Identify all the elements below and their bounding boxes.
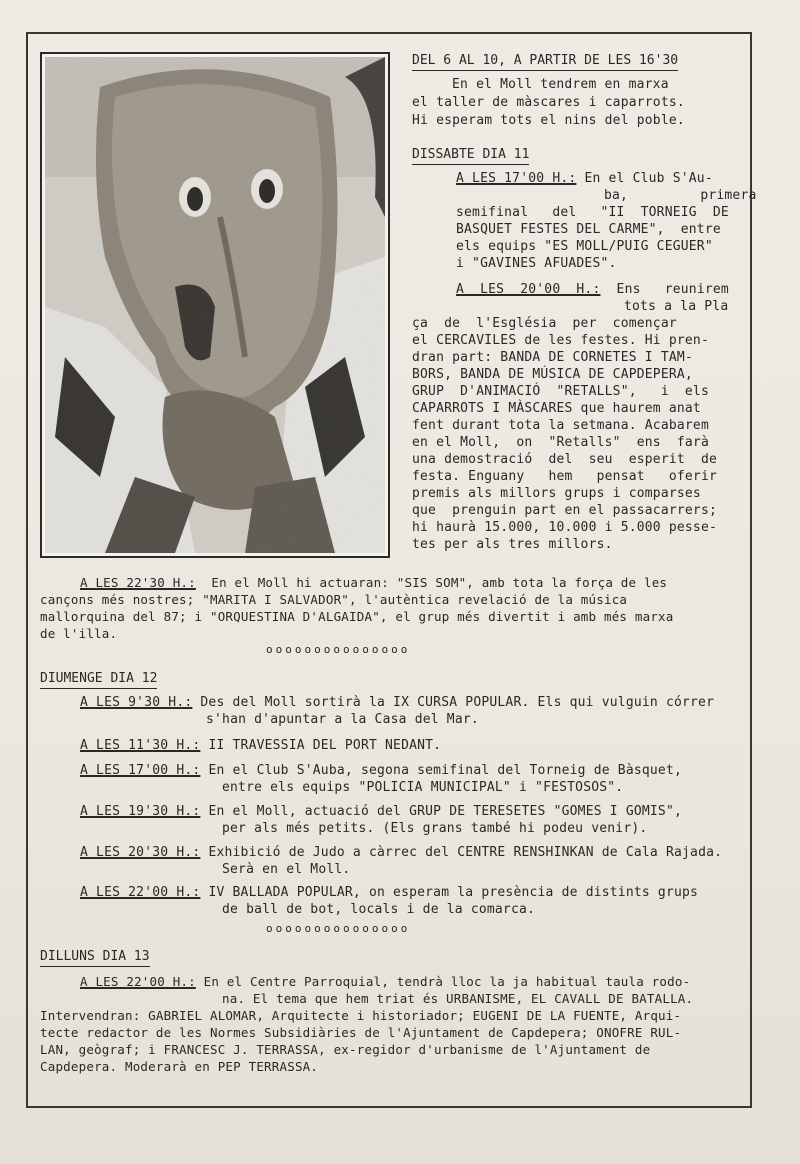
event-text: ba, primera [604,188,757,203]
intro-line: el taller de màscares i caparrots. [412,95,685,110]
event-text: semifinal del "II TORNEIG DE [456,205,729,220]
sunday-heading: DIUMENGE DIA 12 [40,670,157,689]
event-text: mallorquina del 87; i "ORQUESTINA D'ALGAIDA", el grup més divertit i amb més marxa [40,609,674,624]
photo-mask-child [45,57,385,553]
event-text: de l'illa. [40,626,118,641]
section-separator: ooooooooooooooo [266,922,411,935]
event-text: dran part: BANDA DE CORNETES I TAM- [412,350,693,365]
event-text: BORS, BANDA DE MÚSICA DE CAPDEPERA, [412,367,693,382]
event-text: BASQUET FESTES DEL CARME", entre [456,222,721,237]
event-text: En el Moll hi actuaran: "SIS SOM", amb tota la força de les [211,575,668,590]
event-time: A LES 22'00 H.: [80,885,201,900]
event-time: A LES 20'30 H.: [80,845,201,860]
event-time: A LES 22'30 H.: [80,575,196,590]
event-text: tots a la Pla [624,299,729,314]
event-text: els equips "ES MOLL/PUIG CEGUER" [456,239,713,254]
event-text: entre els equips "POLICIA MUNICIPAL" i "FESTOSOS". [222,780,624,795]
event-time: A LES 20'00 H.: [456,282,601,297]
event-text: Exhibició de Judo a càrrec del CENTRE RENSHINKAN de Cala Rajada. [208,845,723,860]
event-text: Des del Moll sortirà la IX CURSA POPULAR. Els qui vulguin córrer [200,695,715,710]
event-text: LAN, geògraf; i FRANCESC J. TERRASSA, ex-regidor d'urbanisme de l'Ajuntament de [40,1042,651,1057]
event-text: En el Club S'Auba, segona semifinal del Torneig de Bàsquet, [208,763,683,778]
event-text: II TRAVESSIA DEL PORT NEDANT. [208,738,442,753]
intro-line: Hi esperam tots el nins del poble. [412,113,685,128]
event-text: En el Moll, actuació del GRUP DE TERESETES "GOMES I GOMIS", [208,804,683,819]
event-text: Serà en el Moll. [222,862,351,877]
event-time: A LES 9'30 H.: [80,695,193,710]
saturday-heading: DISSABTE DIA 11 [412,146,529,165]
intro-line: En el Moll tendrem en marxa [452,77,669,92]
event-text: tecte redactor de les Normes Subsidiàries de l'Ajuntament de Capdepera; ONOFRE RUL- [40,1025,682,1040]
mask-photo [40,52,390,558]
event-text: i "GAVINES AFUADES". [456,256,617,271]
event-text: hi haurà 15.000, 10.000 i 5.000 pesse- [412,520,718,535]
event-time: A LES 17'00 H.: [456,171,577,186]
event-text: GRUP D'ANIMACIÓ "RETALLS", i els [412,384,709,399]
event-text: En el Centre Parroquial, tendrà lloc la ja habitual taula rodo- [203,974,691,989]
event-text: de ball de bot, locals i de la comarca. [222,902,536,917]
event-text: s'han d'apuntar a la Casa del Mar. [206,712,479,727]
event-text: cançons més nostres; "MARITA I SALVADOR", l'autèntica revelació de la música [40,592,628,607]
event-text: Intervendran: GABRIEL ALOMAR, Arquitecte i historiador; EUGENI DE LA FUENTE, Arqui- [40,1008,682,1023]
event-text: Capdepera. Moderarà en PEP TERRASSA. [40,1059,319,1074]
event-time: A LES 17'00 H.: [80,763,201,778]
event-time: A LES 22'00 H.: [80,974,196,989]
event-text: per als més petits. (Els grans també hi podeu venir). [222,821,648,836]
event-text: CAPARROTS I MÀSCARES que haurem anat [412,401,701,416]
event-time: A LES 11'30 H.: [80,738,201,753]
event-text: premis als millors grups i comparses [412,486,701,501]
intro-heading: DEL 6 AL 10, A PARTIR DE LES 16'30 [412,52,678,71]
event-text: el CERCAVILES de les festes. Hi pren- [412,333,709,348]
event-text: festa. Enguany hem pensat oferir [412,469,718,484]
event-text: que prenguin part en el passacarrers; [412,503,718,518]
section-separator: ooooooooooooooo [266,643,411,656]
event-text: En el Club S'Au- [584,171,713,186]
event-text: IV BALLADA POPULAR, on esperam la presència de distints grups [208,885,699,900]
event-text: tes per als tres millors. [412,537,613,552]
event-text: Ens reunirem [616,282,729,297]
monday-heading: DILLUNS DIA 13 [40,948,150,967]
event-time: A LES 19'30 H.: [80,804,201,819]
event-text: en el Moll, on "Retalls" ens farà [412,435,709,450]
event-text: una demostració del seu esperit de [412,452,718,467]
event-text: ça de l'Església per començar [412,316,677,331]
event-text: na. El tema que hem triat és URBANISME, EL CAVALL DE BATALLA. [222,991,694,1006]
event-text: fent durant tota la setmana. Acabarem [412,418,709,433]
